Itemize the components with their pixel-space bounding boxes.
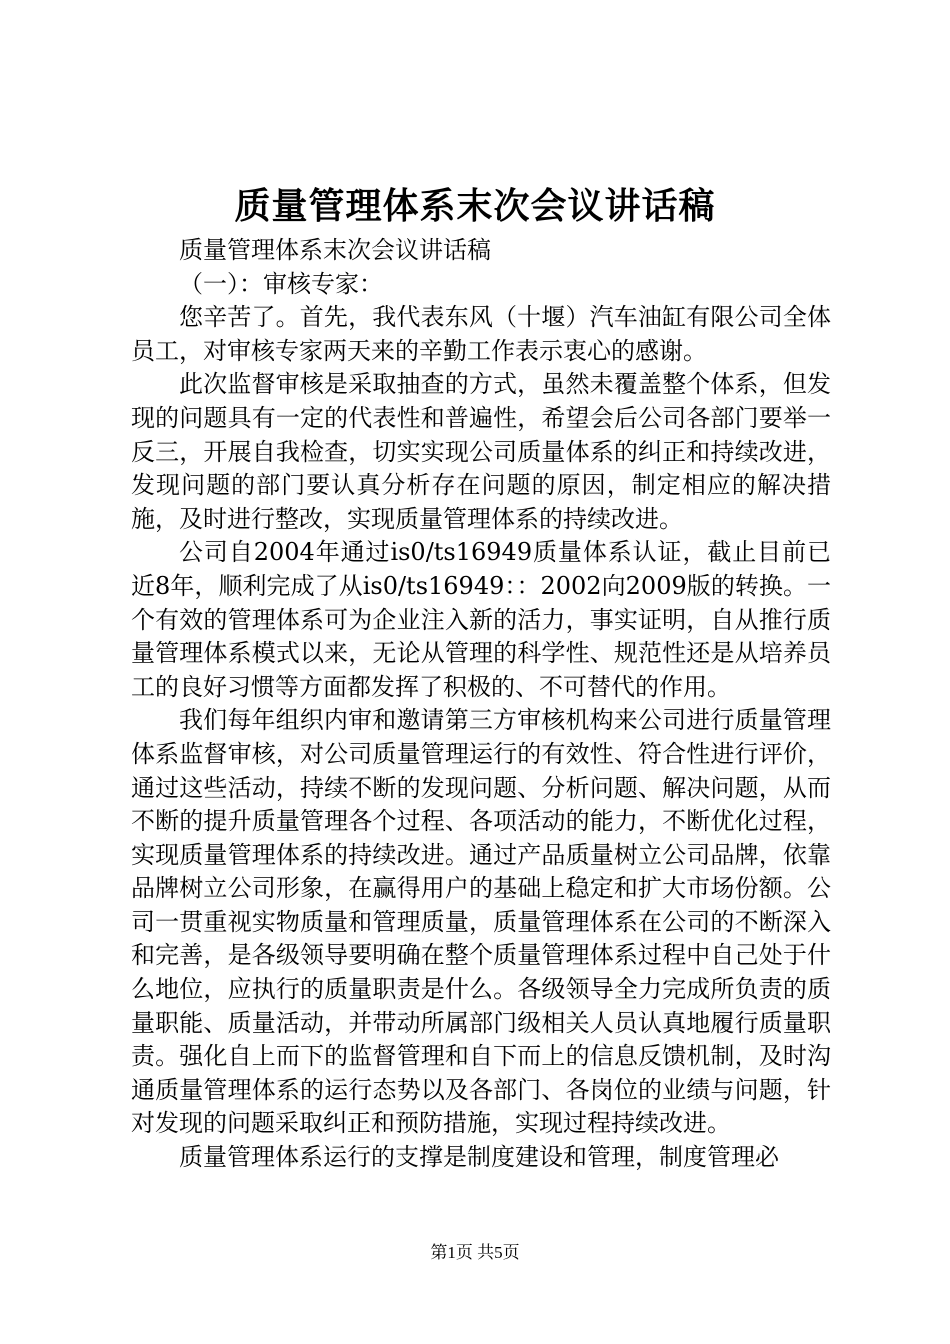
paragraph-heading: 质量管理体系末次会议讲话稿 xyxy=(179,236,491,264)
paragraph: 此次监督审核是采取抽查的方式，虽然未覆盖整个体系，但发现的问题具有一定的代表性和普遍性，希望会后公司各部门要举一反三，开展自我检查，切实实现公司质量体系的纠正和持续改进，发现问题的部门要认真分析存在问题的原因，制定相应的解决措施，及时进行整改，实现质量管理体系的持续改进。 xyxy=(131,370,831,533)
paragraph: 您辛苦了。首先，我代表东风（十堰）汽车油缸有限公司全体员工，对审核专家两天来的辛勤工作表示衷心的感谢。 xyxy=(131,303,831,365)
page-number-footer: 第1页 共5页 xyxy=(430,1243,520,1262)
paragraph: 公司自2004年通过is0/ts16949质量体系认证，截止目前已近8年，顺利完成了从is0/ts16949：：2002向2009版的转换。一个有效的管理体系可为企业注入新的活力，事实证明，自从推行质量管理体系模式以来，无论从管理的科学性、规范性还是从培养员工的良好习惯等方面都发挥了积极的、不可替代的作用。 xyxy=(131,538,831,701)
document-title: 质量管理体系末次会议讲话稿 xyxy=(234,186,716,227)
paragraph: 我们每年组织内审和邀请第三方审核机构来公司进行质量管理体系监督审核，对公司质量管理运行的有效性、符合性进行评价，通过这些活动，持续不断的发现问题、分析问题、解决问题，从而不断的提升质量管理各个过程、各项活动的能力，不断优化过程，实现质量管理体系的持续改进。通过产品质量树立公司品牌，依靠品牌树立公司形象，在赢得用户的基础上稳定和扩大市场份额。公司一贯重视实物质量和管理质量，质量管理体系在公司的不断深入和完善，是各级领导要明确在整个质量管理体系过程中自己处于什么地位，应执行的质量职责是什么。各级领导全力完成所负责的质量职能、质量活动，并带动所属部门级相关人员认真地履行质量职责。强化自上而下的监督管理和自下而上的信息反馈机制，及时沟通质量管理体系的运行态势以及各部门、各岗位的业绩与问题，针对发现的问题采取纠正和预防措施，实现过程持续改进。 xyxy=(131,706,831,1138)
paragraph-salutation: （一）：审核专家： xyxy=(179,269,383,298)
document-body xyxy=(131,234,831,1175)
paragraph: 质量管理体系运行的支撑是制度建设和管理，制度管理必 xyxy=(179,1143,779,1172)
